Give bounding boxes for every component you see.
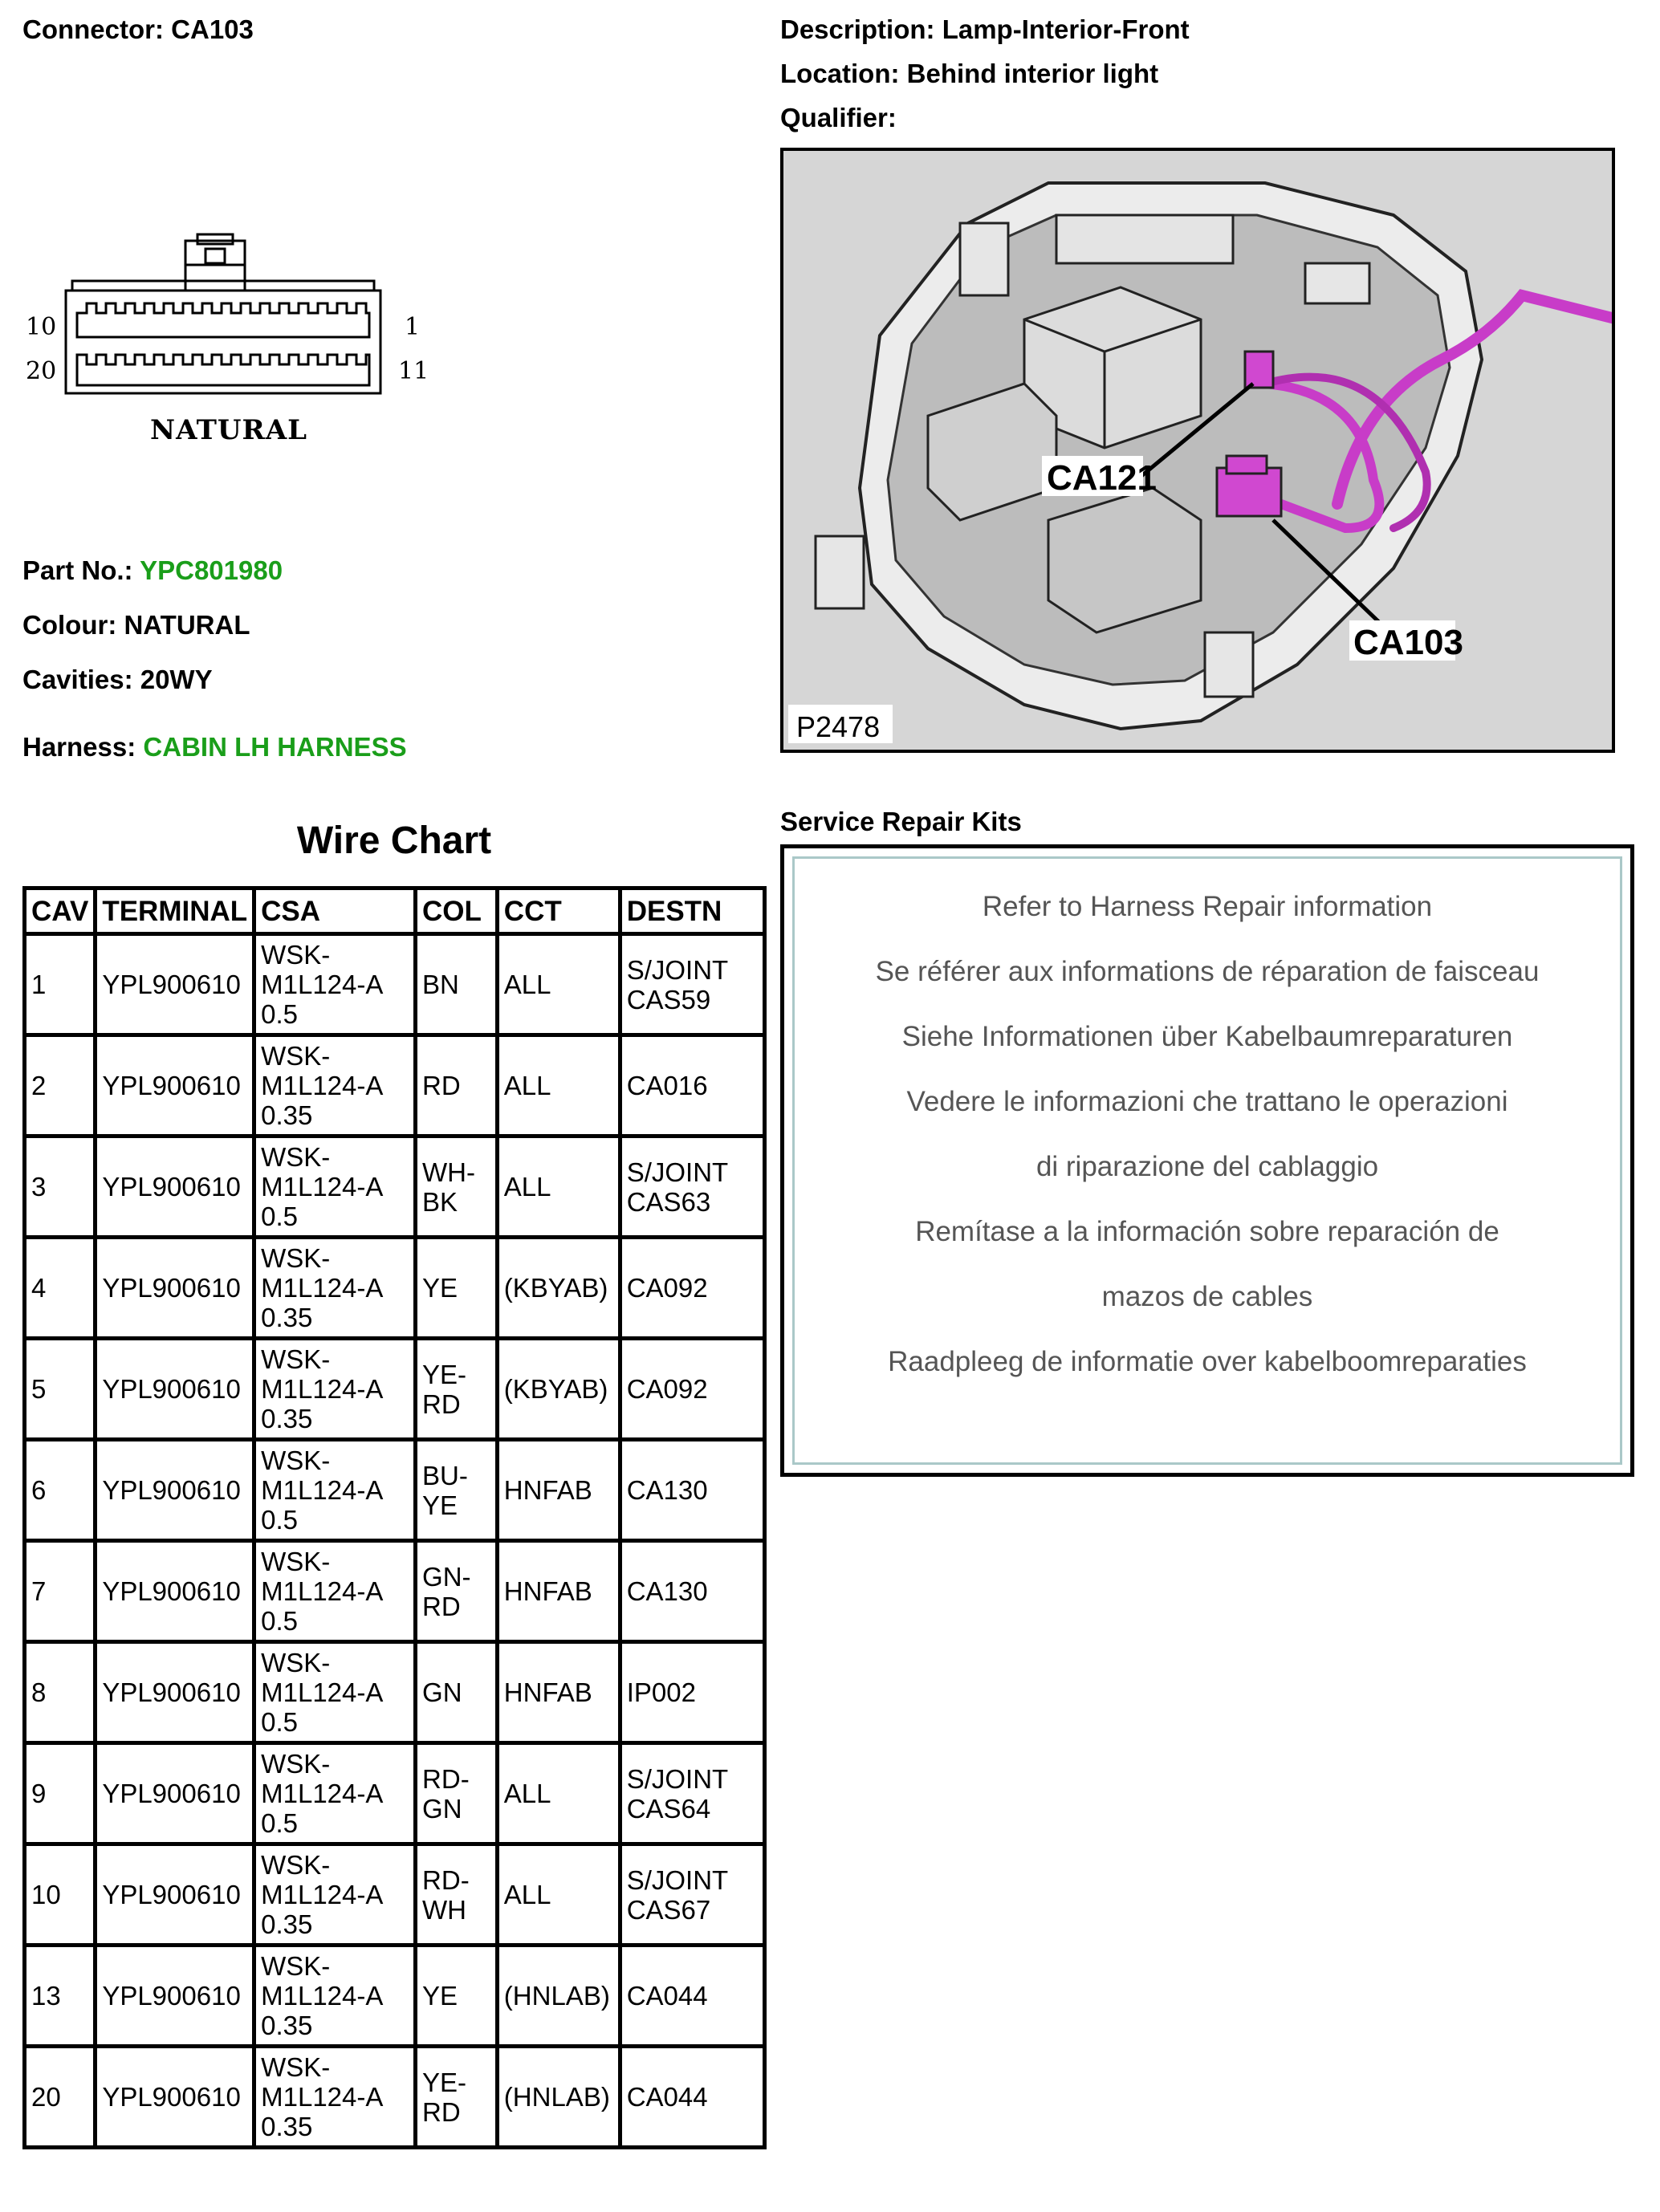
kit-line: mazos de cables bbox=[1101, 1281, 1313, 1312]
header-csa: CSA bbox=[254, 888, 416, 934]
cell-col bbox=[416, 1339, 498, 1440]
cell-cav bbox=[25, 1844, 96, 1946]
kit-line: Siehe Informationen über Kabelbaumreparaturen bbox=[901, 1021, 1513, 1052]
cell-csa-text: WSK- bbox=[261, 940, 331, 970]
connector-face-diagram bbox=[16, 233, 433, 449]
cell-csa-text: M1L124-A bbox=[261, 1071, 384, 1100]
callout-ca121: CA121 bbox=[1047, 458, 1157, 498]
service-kits-inner bbox=[792, 856, 1622, 1465]
cell-csa-text: M1L124-A bbox=[261, 1576, 384, 1606]
cell-col bbox=[416, 1642, 498, 1743]
connector-colour-text: NATURAL bbox=[150, 414, 308, 446]
cell-cct bbox=[497, 2047, 620, 2148]
cell-cct-text: HNFAB bbox=[503, 1576, 592, 1606]
cavities-row: Cavities: 20WY bbox=[22, 665, 213, 694]
cell-cct bbox=[497, 1642, 620, 1743]
cell-csa-text: WSK- bbox=[261, 1850, 331, 1880]
table-row bbox=[25, 1238, 765, 1339]
cell-col-text: YE- bbox=[422, 1359, 467, 1389]
cell-cav bbox=[25, 1541, 96, 1642]
cell-col-text: RD bbox=[422, 1071, 461, 1100]
cell-col-text: BK bbox=[422, 1186, 458, 1217]
cell-terminal bbox=[96, 1238, 254, 1339]
cell-destn-text: S/JOINT bbox=[626, 1763, 729, 1794]
cell-destn-text: S/JOINT bbox=[626, 1157, 729, 1187]
cell-terminal-text: YPL900610 bbox=[102, 1071, 241, 1100]
table-row bbox=[25, 2047, 765, 2148]
table-row bbox=[25, 1642, 765, 1743]
table-row bbox=[25, 1743, 765, 1844]
cell-destn bbox=[620, 1238, 764, 1339]
kit-line: Raadpleeg de informatie over kabelboomreparaties bbox=[888, 1346, 1527, 1377]
harness-row bbox=[22, 732, 407, 762]
header-col: COL bbox=[416, 888, 498, 934]
cell-csa-text: 0.5 bbox=[261, 1202, 298, 1231]
cell-csa-text: WSK- bbox=[261, 1749, 331, 1779]
cell-cav bbox=[25, 1743, 96, 1844]
cell-cav-text: 3 bbox=[31, 1172, 47, 1202]
location-label: Location: Behind interior light bbox=[780, 59, 1159, 88]
wire-chart-title: Wire Chart bbox=[296, 819, 492, 862]
cell-csa-text: 0.5 bbox=[261, 1606, 298, 1636]
cell-cav-text: 1 bbox=[31, 970, 47, 999]
cell-csa-text: 0.5 bbox=[261, 1808, 298, 1838]
cell-terminal-text: YPL900610 bbox=[102, 970, 241, 999]
cell-cav-text: 9 bbox=[31, 1779, 47, 1808]
harness-label: Harness: bbox=[22, 732, 136, 762]
cell-col bbox=[416, 1946, 498, 2047]
cell-cav bbox=[25, 1238, 96, 1339]
cell-cav bbox=[25, 2047, 96, 2148]
cell-csa-text: WSK- bbox=[261, 1243, 331, 1273]
harness-link[interactable]: CABIN LH HARNESS bbox=[143, 732, 407, 762]
cell-destn-text: CA044 bbox=[626, 2082, 708, 2112]
cell-csa-text: 0.5 bbox=[261, 1707, 298, 1737]
cell-csa bbox=[254, 934, 416, 1035]
cell-terminal-text: YPL900610 bbox=[102, 1880, 241, 1909]
cell-csa bbox=[254, 1743, 416, 1844]
cell-terminal bbox=[96, 1946, 254, 2047]
cell-cav-text: 8 bbox=[31, 1677, 47, 1707]
cell-terminal-text: YPL900610 bbox=[102, 2082, 241, 2112]
cell-col bbox=[416, 1238, 498, 1339]
description-label: Description: Lamp-Interior-Front bbox=[780, 14, 1190, 44]
cell-csa-text: WSK- bbox=[261, 1344, 331, 1374]
cell-cct-text: ALL bbox=[503, 1071, 551, 1100]
cell-col-text: WH bbox=[422, 1894, 467, 1925]
cell-csa-text: M1L124-A bbox=[261, 1677, 384, 1707]
cell-csa bbox=[254, 1844, 416, 1946]
cell-col-text: GN- bbox=[422, 1561, 471, 1592]
cell-destn bbox=[620, 1035, 764, 1136]
cell-csa-text: M1L124-A bbox=[261, 2082, 384, 2112]
cell-csa-text: M1L124-A bbox=[261, 1374, 384, 1404]
cell-destn bbox=[620, 1946, 764, 2047]
cell-cct-text: HNFAB bbox=[503, 1475, 592, 1505]
cell-terminal bbox=[96, 2047, 254, 2148]
pin-label-10: 10 bbox=[26, 313, 57, 341]
cell-terminal-text: YPL900610 bbox=[102, 1677, 241, 1707]
cell-col-text: RD- bbox=[422, 1864, 470, 1895]
cell-cav-text: 20 bbox=[31, 2082, 61, 2112]
table-row bbox=[25, 1136, 765, 1238]
cell-csa-text: 0.5 bbox=[261, 999, 298, 1029]
kit-line: Remítase a la información sobre reparación de bbox=[915, 1216, 1499, 1247]
cell-terminal-text: YPL900610 bbox=[102, 1475, 241, 1505]
cell-col-text: RD- bbox=[422, 1763, 470, 1794]
cell-cct bbox=[497, 1541, 620, 1642]
cell-cct-text: HNFAB bbox=[503, 1677, 592, 1707]
cell-csa-text: 0.5 bbox=[261, 1505, 298, 1535]
pin-label-1: 1 bbox=[405, 313, 421, 341]
cell-csa bbox=[254, 1238, 416, 1339]
cell-csa-text: M1L124-A bbox=[261, 1981, 384, 2011]
cell-csa-text: 0.35 bbox=[261, 1303, 313, 1332]
table-row bbox=[25, 1946, 765, 2047]
cell-destn bbox=[620, 1541, 764, 1642]
service-kits-title: Service Repair Kits bbox=[780, 807, 1022, 836]
cell-cav-text: 2 bbox=[31, 1071, 47, 1100]
header-cct: CCT bbox=[497, 888, 620, 934]
cell-terminal bbox=[96, 1541, 254, 1642]
cell-csa-text: WSK- bbox=[261, 1547, 331, 1576]
cell-cct bbox=[497, 934, 620, 1035]
table-row bbox=[25, 1541, 765, 1642]
cell-cav bbox=[25, 1136, 96, 1238]
cell-cct bbox=[497, 1743, 620, 1844]
cell-col-text: WH- bbox=[422, 1157, 475, 1187]
cell-cav-text: 13 bbox=[31, 1981, 61, 2011]
cell-cav bbox=[25, 1339, 96, 1440]
cell-csa bbox=[254, 1946, 416, 2047]
header-cav: CAV bbox=[25, 888, 96, 934]
cell-csa-text: M1L124-A bbox=[261, 1172, 384, 1202]
cell-csa-text: WSK- bbox=[261, 2052, 331, 2082]
cell-cav-text: 4 bbox=[31, 1273, 47, 1303]
part-number-label: Part No.: bbox=[22, 555, 133, 585]
cell-col-text: BN bbox=[422, 970, 459, 999]
header-destn: DESTN bbox=[620, 888, 764, 934]
cell-csa-text: WSK- bbox=[261, 1041, 331, 1071]
cell-csa-text: M1L124-A bbox=[261, 1779, 384, 1808]
cell-csa-text: WSK- bbox=[261, 1648, 331, 1677]
cell-cct bbox=[497, 1946, 620, 2047]
colour-row: Colour: NATURAL bbox=[22, 610, 250, 640]
cell-csa-text: 0.35 bbox=[261, 1100, 313, 1130]
service-kits-box bbox=[780, 844, 1634, 1477]
cell-csa-text: WSK- bbox=[261, 1951, 331, 1981]
table-row bbox=[25, 934, 765, 1035]
cell-col-text: YE bbox=[422, 1981, 458, 2011]
connector-label: Connector: CA103 bbox=[22, 14, 254, 44]
cell-destn bbox=[620, 934, 764, 1035]
cell-terminal bbox=[96, 1743, 254, 1844]
cell-cct bbox=[497, 1238, 620, 1339]
cell-csa bbox=[254, 1035, 416, 1136]
cell-terminal bbox=[96, 1642, 254, 1743]
cell-csa-text: 0.35 bbox=[261, 1404, 313, 1433]
cell-cct bbox=[497, 1136, 620, 1238]
cell-destn-text: CA130 bbox=[626, 1475, 708, 1505]
cell-col-text: BU- bbox=[422, 1460, 468, 1490]
cell-csa-text: M1L124-A bbox=[261, 970, 384, 999]
cell-terminal bbox=[96, 1339, 254, 1440]
table-header-row bbox=[25, 888, 765, 934]
cell-csa bbox=[254, 1339, 416, 1440]
cell-col-text: YE bbox=[422, 1273, 458, 1303]
cell-cct bbox=[497, 1440, 620, 1541]
cell-terminal-text: YPL900610 bbox=[102, 1172, 241, 1202]
cell-cct-text: ALL bbox=[503, 1779, 551, 1808]
cell-terminal-text: YPL900610 bbox=[102, 1981, 241, 2011]
pin-label-20: 20 bbox=[26, 357, 57, 385]
kit-line: di riparazione del cablaggio bbox=[1035, 1151, 1379, 1182]
cell-csa bbox=[254, 2047, 416, 2148]
cell-cav bbox=[25, 934, 96, 1035]
qualifier-label: Qualifier: bbox=[780, 103, 897, 132]
cell-terminal bbox=[96, 1035, 254, 1136]
cell-cct-text: ALL bbox=[503, 970, 551, 999]
cell-destn-text: CAS63 bbox=[626, 1186, 711, 1217]
cell-csa bbox=[254, 1440, 416, 1541]
cell-destn bbox=[620, 1339, 764, 1440]
cell-col bbox=[416, 1541, 498, 1642]
cell-col bbox=[416, 1035, 498, 1136]
cell-col bbox=[416, 1136, 498, 1238]
wire-chart-body bbox=[25, 934, 765, 2148]
cell-col-text: GN bbox=[422, 1793, 462, 1824]
kit-line: Vedere le informazioni che trattano le operazioni bbox=[906, 1086, 1508, 1117]
cell-csa bbox=[254, 1642, 416, 1743]
part-number-row bbox=[22, 555, 283, 586]
cell-csa bbox=[254, 1136, 416, 1238]
cell-csa-text: WSK- bbox=[261, 1446, 331, 1475]
cell-cct-text: (KBYAB) bbox=[503, 1374, 608, 1404]
table-row bbox=[25, 1440, 765, 1541]
cell-csa-text: WSK- bbox=[261, 1142, 331, 1172]
cell-terminal bbox=[96, 934, 254, 1035]
callout-ca103: CA103 bbox=[1353, 623, 1463, 662]
cell-cav-text: 7 bbox=[31, 1576, 47, 1606]
cell-csa-text: M1L124-A bbox=[261, 1475, 384, 1505]
cell-csa-text: M1L124-A bbox=[261, 1273, 384, 1303]
cell-destn bbox=[620, 1136, 764, 1238]
cell-destn bbox=[620, 1440, 764, 1541]
cell-csa-text: 0.35 bbox=[261, 2112, 313, 2141]
cell-cct-text: (HNLAB) bbox=[503, 2082, 610, 2112]
cell-destn bbox=[620, 1844, 764, 1946]
cell-destn bbox=[620, 1642, 764, 1743]
cell-cav-text: 10 bbox=[31, 1880, 61, 1909]
cell-destn-text: S/JOINT bbox=[626, 1864, 729, 1895]
cell-cct bbox=[497, 1035, 620, 1136]
cell-cav bbox=[25, 1035, 96, 1136]
cell-destn-text: IP002 bbox=[626, 1677, 696, 1707]
cell-col-text: RD bbox=[422, 1389, 461, 1419]
wire-chart-table bbox=[22, 886, 767, 2149]
cell-destn-text: CA130 bbox=[626, 1576, 708, 1606]
part-number-link[interactable]: YPC801980 bbox=[140, 555, 283, 585]
photo-id: P2478 bbox=[796, 710, 881, 743]
cell-destn-text: CA092 bbox=[626, 1374, 708, 1404]
cell-terminal-text: YPL900610 bbox=[102, 1779, 241, 1808]
cell-col-text: GN bbox=[422, 1677, 462, 1707]
cell-destn-text: CAS59 bbox=[626, 984, 711, 1015]
cell-destn bbox=[620, 2047, 764, 2148]
cell-csa bbox=[254, 1541, 416, 1642]
cell-cct-text: ALL bbox=[503, 1880, 551, 1909]
cell-terminal-text: YPL900610 bbox=[102, 1374, 241, 1404]
cell-col bbox=[416, 2047, 498, 2148]
cell-terminal bbox=[96, 1440, 254, 1541]
kit-line: Refer to Harness Repair information bbox=[982, 891, 1433, 922]
cell-col-text: YE bbox=[422, 1490, 458, 1520]
cell-col bbox=[416, 1440, 498, 1541]
cell-cav bbox=[25, 1946, 96, 2047]
cell-col-text: RD bbox=[422, 1591, 461, 1621]
cell-csa-text: 0.35 bbox=[261, 1909, 313, 1939]
kit-line: Se référer aux informations de réparation de faisceau bbox=[875, 956, 1540, 987]
cell-cct-text: (HNLAB) bbox=[503, 1981, 610, 2011]
cell-col bbox=[416, 1844, 498, 1946]
cell-col-text: YE- bbox=[422, 2067, 467, 2097]
cell-destn-text: CA092 bbox=[626, 1273, 708, 1303]
cell-cct bbox=[497, 1339, 620, 1440]
cell-cct-text: ALL bbox=[503, 1172, 551, 1202]
header-terminal: TERMINAL bbox=[96, 888, 254, 934]
cell-cav bbox=[25, 1440, 96, 1541]
cell-csa-text: 0.35 bbox=[261, 2011, 313, 2040]
cell-destn-text: CA016 bbox=[626, 1071, 708, 1100]
cell-destn bbox=[620, 1743, 764, 1844]
cell-destn-text: CAS64 bbox=[626, 1793, 711, 1824]
cell-destn-text: CA044 bbox=[626, 1981, 708, 2011]
cell-terminal-text: YPL900610 bbox=[102, 1576, 241, 1606]
cell-cav-text: 5 bbox=[31, 1374, 47, 1404]
table-row bbox=[25, 1844, 765, 1946]
cell-terminal bbox=[96, 1844, 254, 1946]
cell-destn-text: S/JOINT bbox=[626, 954, 729, 985]
cell-terminal-text: YPL900610 bbox=[102, 1273, 241, 1303]
table-row bbox=[25, 1035, 765, 1136]
cell-destn-text: CAS67 bbox=[626, 1894, 711, 1925]
cell-col-text: RD bbox=[422, 2096, 461, 2127]
cell-cav-text: 6 bbox=[31, 1475, 47, 1505]
cell-cct bbox=[497, 1844, 620, 1946]
cell-col bbox=[416, 1743, 498, 1844]
cell-terminal bbox=[96, 1136, 254, 1238]
cell-cct-text: (KBYAB) bbox=[503, 1273, 608, 1303]
location-photo bbox=[780, 148, 1615, 753]
cell-cav bbox=[25, 1642, 96, 1743]
cell-col bbox=[416, 934, 498, 1035]
pin-label-11: 11 bbox=[398, 357, 429, 385]
table-row bbox=[25, 1339, 765, 1440]
cell-csa-text: M1L124-A bbox=[261, 1880, 384, 1909]
